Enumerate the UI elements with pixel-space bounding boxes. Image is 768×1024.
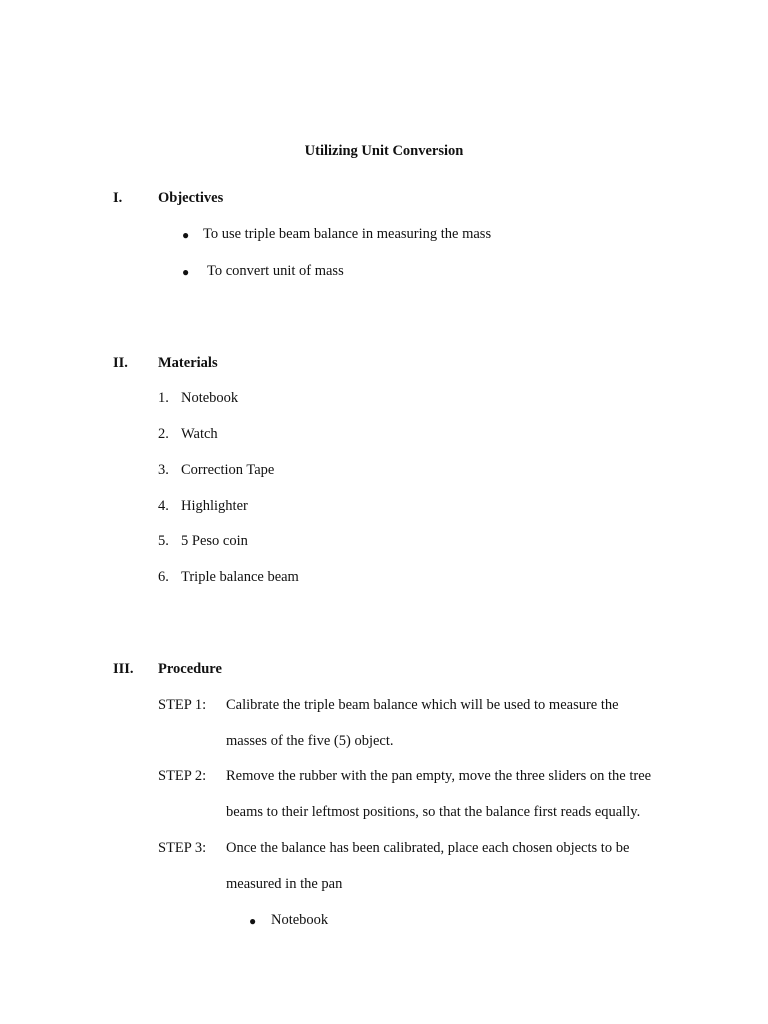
material-item: Correction Tape	[181, 462, 275, 478]
step-text: measured in the pan	[226, 876, 343, 892]
step-text: beams to their leftmost positions, so that the balance first reads equally.	[226, 804, 641, 820]
step-text: Remove the rubber with the pan empty, move the three sliders on the tree	[226, 768, 652, 784]
objective-item: To convert unit of mass	[207, 263, 344, 279]
material-item: Notebook	[181, 390, 239, 406]
bullet-icon: ●	[249, 914, 257, 928]
section-1-numeral: I.	[113, 190, 123, 206]
step-text: Calibrate the triple beam balance which will be used to measure the	[226, 697, 619, 713]
material-item: 5 Peso coin	[181, 533, 248, 549]
section-3-numeral: III.	[113, 661, 134, 677]
section-1-heading: Objectives	[158, 190, 224, 206]
bullet-icon: ●	[182, 228, 190, 242]
objective-item: To use triple beam balance in measuring the mass	[203, 226, 492, 242]
material-number: 3.	[158, 462, 169, 478]
material-number: 1.	[158, 390, 169, 406]
procedure-bullet-item: Notebook	[271, 912, 329, 928]
step-text: Once the balance has been calibrated, place each chosen objects to be	[226, 840, 630, 856]
material-number: 6.	[158, 569, 169, 585]
document-title: Utilizing Unit Conversion	[304, 143, 464, 159]
material-number: 2.	[158, 426, 169, 442]
material-item: Highlighter	[181, 498, 248, 514]
section-3-heading: Procedure	[158, 661, 222, 677]
section-2-heading: Materials	[158, 355, 218, 371]
material-number: 4.	[158, 498, 169, 514]
step-label: STEP 3:	[158, 840, 207, 856]
material-number: 5.	[158, 533, 169, 549]
step-label: STEP 2:	[158, 768, 207, 784]
material-item: Watch	[181, 426, 218, 442]
section-2-numeral: II.	[113, 355, 128, 371]
step-label: STEP 1:	[158, 697, 207, 713]
material-item: Triple balance beam	[181, 569, 299, 585]
bullet-icon: ●	[182, 265, 190, 279]
step-text: masses of the five (5) object.	[226, 733, 394, 749]
